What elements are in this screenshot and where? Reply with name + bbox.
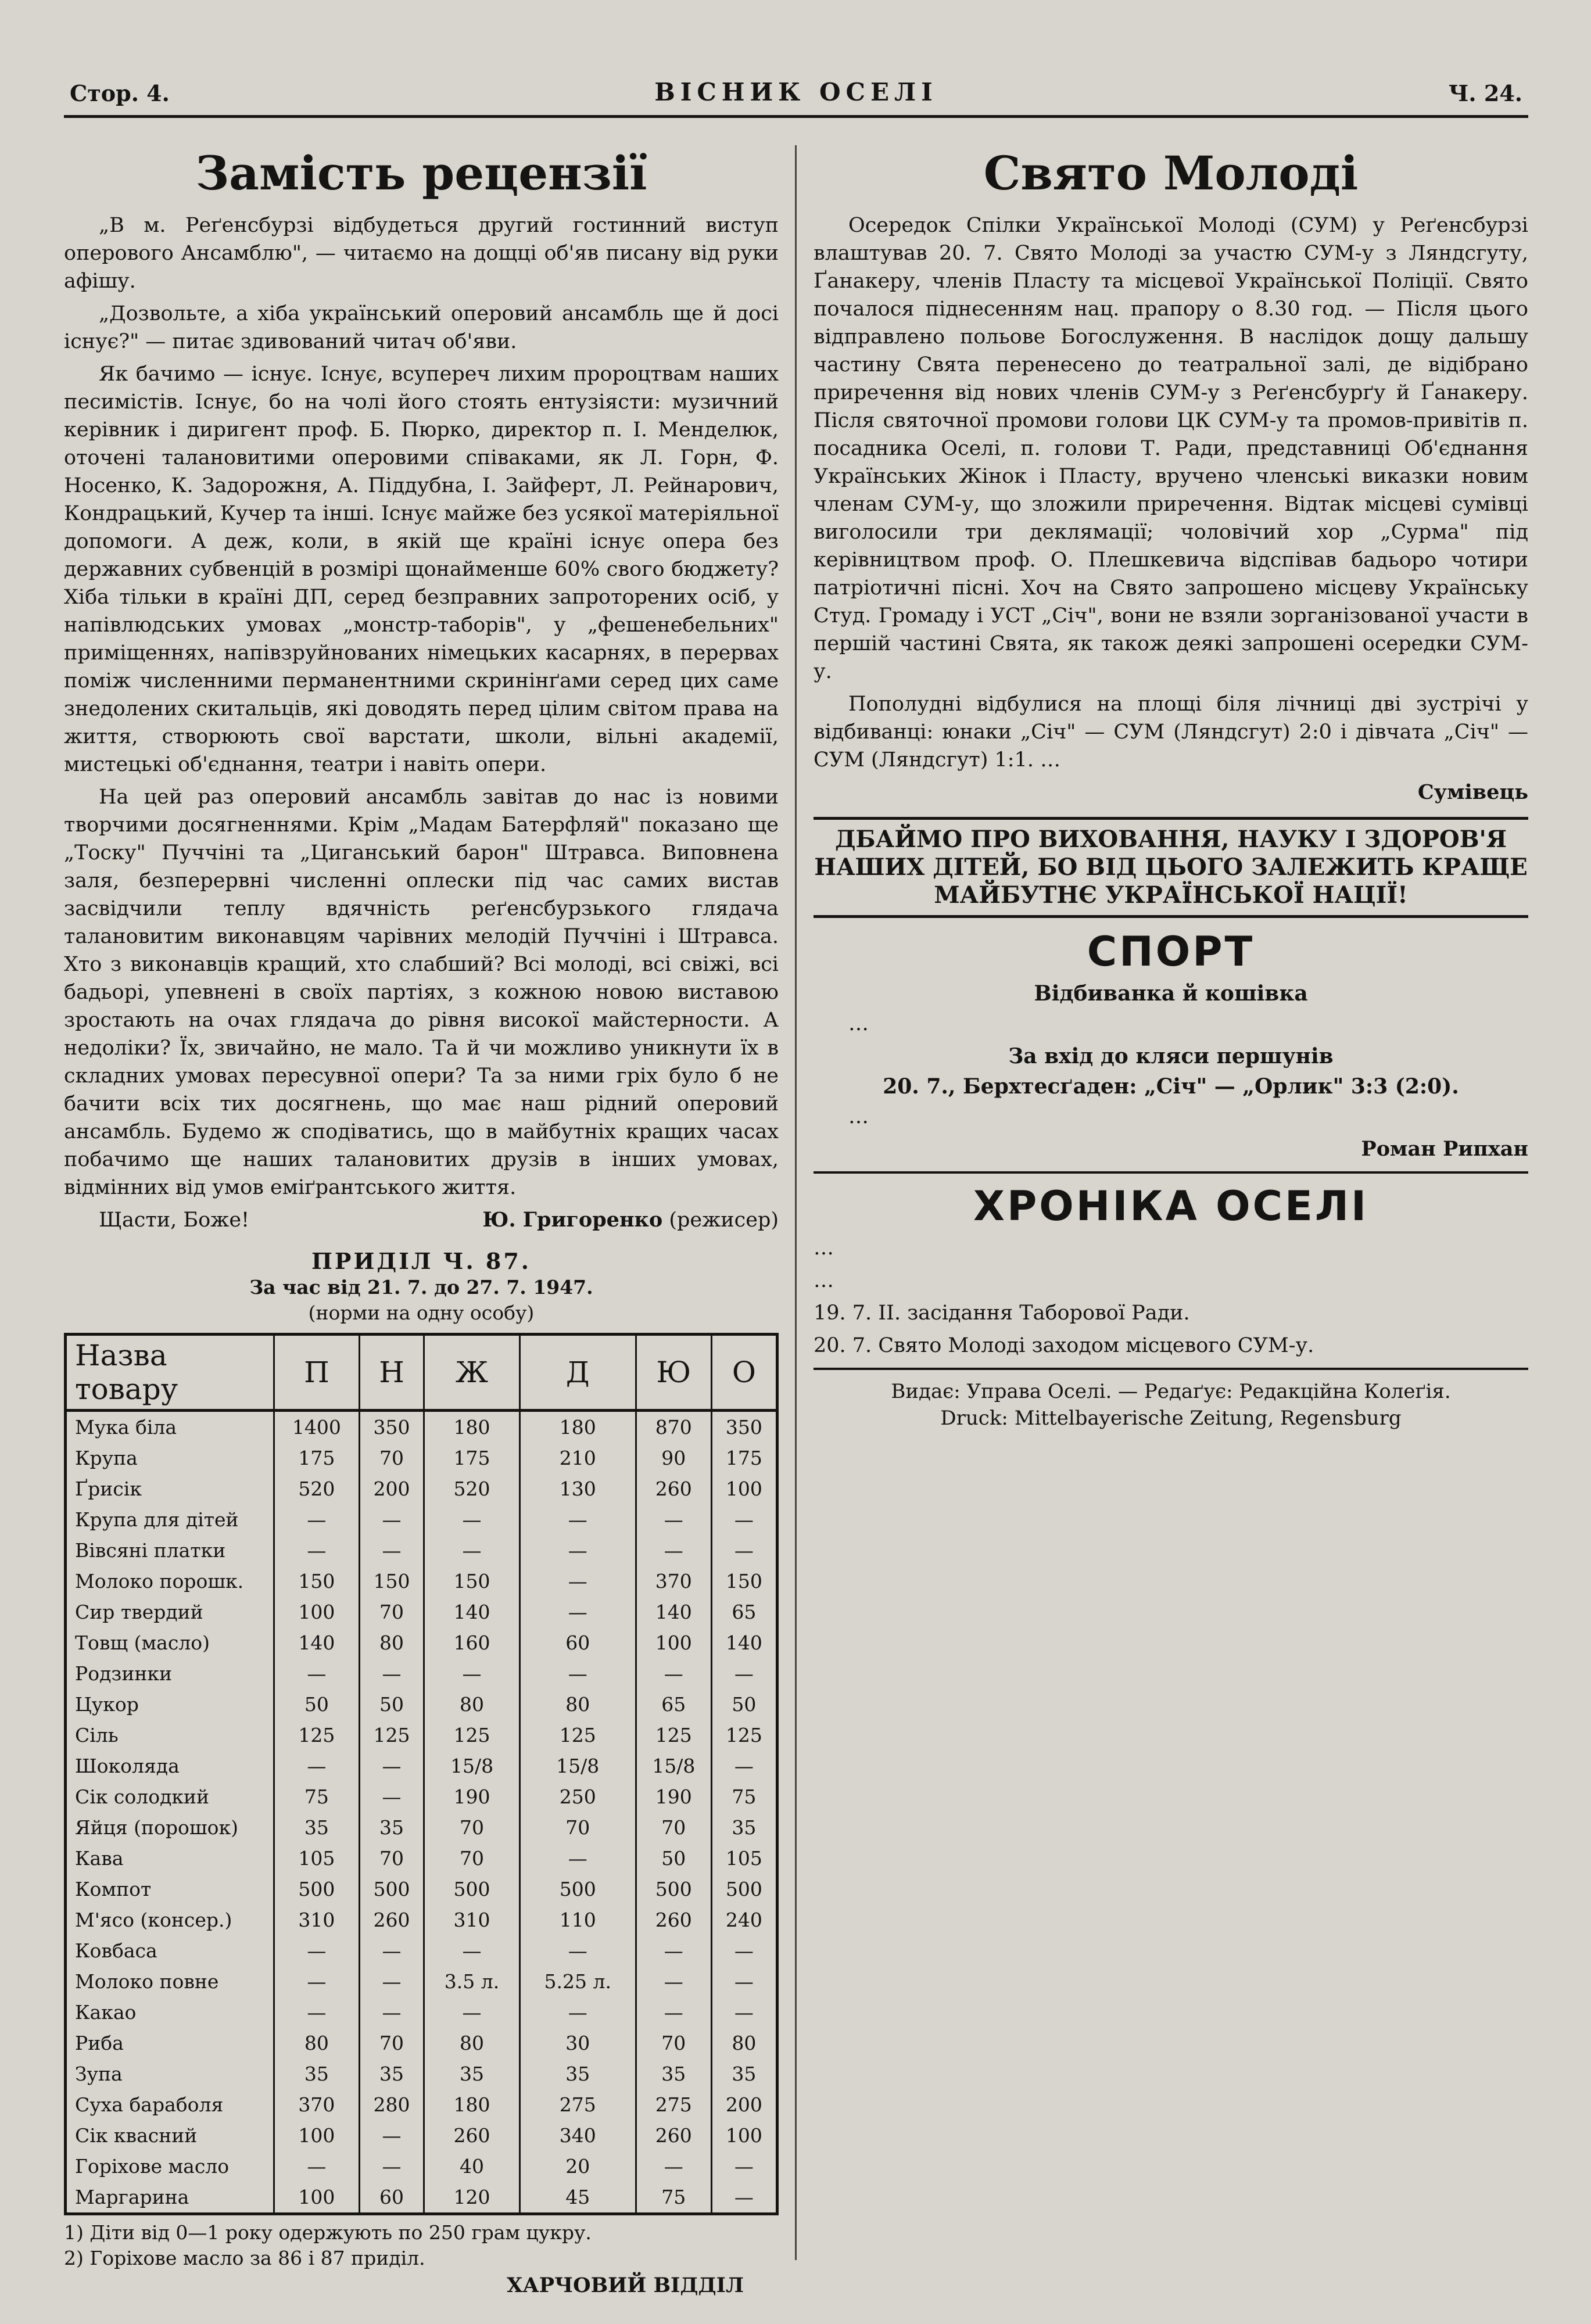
product-name: Горіхове масло <box>75 2155 230 2178</box>
ration-value: — <box>359 1504 424 1535</box>
ration-value: 370 <box>636 1566 711 1597</box>
ration-value: 60 <box>359 2182 424 2214</box>
ration-value: 260 <box>424 2120 520 2151</box>
review-closing <box>64 1206 779 1234</box>
review-author: Ю. Григоренко <box>482 1208 663 1232</box>
ration-value: 150 <box>274 1566 360 1597</box>
ration-value: 200 <box>711 2089 777 2120</box>
ration-value: 105 <box>274 1843 360 1874</box>
ration-value: — <box>711 1535 777 1566</box>
ration-value: 100 <box>274 1597 360 1627</box>
product-name: Суха бараболя <box>75 2093 224 2116</box>
product-name: Ковбаса <box>75 1939 157 1962</box>
issue-number: Ч. 24. <box>1448 80 1522 106</box>
ration-value: — <box>711 1658 777 1689</box>
column-header: Ю <box>636 1335 711 1411</box>
ration-value: — <box>274 1658 360 1689</box>
product-name: Сік солодкий <box>75 1785 210 1808</box>
ration-value: — <box>359 1997 424 2028</box>
ration-value: 180 <box>424 1411 520 1443</box>
ration-row <box>66 1751 777 1781</box>
chronicle-list <box>814 1234 1528 1360</box>
ration-value: 150 <box>424 1566 520 1597</box>
festival-paragraph: Пополудні відбулися на площі біля лічниці дві зустрічі у відбиванці: юнаки „Січ" — СУМ (Ляндсгут) 2:0 і дівчата „Січ" — СУМ (Ляндсгут) 1:1. … <box>814 693 1528 772</box>
page-number: Стор. 4. <box>70 80 170 106</box>
ration-value: — <box>519 1935 636 1966</box>
ration-value: 260 <box>636 2120 711 2151</box>
review-paragraph: „В м. Реґенсбурзі відбудеться другий гостинний виступ оперового Ансамблю", — читаємо на дощці об'яв писану від руки афішу. <box>64 214 779 293</box>
ration-row <box>66 2089 777 2120</box>
ration-value: — <box>519 1566 636 1597</box>
sport-paragraph: … <box>848 1105 869 1128</box>
product-name: Сік квасний <box>75 2124 198 2147</box>
ration-value: 125 <box>636 1720 711 1751</box>
footnote: 2) Горіхове масло за 86 і 87 приділ. <box>64 2247 425 2269</box>
ration-value: — <box>424 1935 520 1966</box>
ration-value: — <box>424 1504 520 1535</box>
ration-value: — <box>274 2151 360 2182</box>
ration-row <box>66 2058 777 2089</box>
ration-value: 65 <box>711 1597 777 1627</box>
ration-value: — <box>274 1935 360 1966</box>
ration-value: — <box>636 1997 711 2028</box>
ration-row <box>66 2028 777 2058</box>
ration-table <box>64 1333 779 2215</box>
ration-title: ПРИДІЛ Ч. 87. <box>311 1248 532 1274</box>
ration-value: 20 <box>519 2151 636 2182</box>
ration-value: 75 <box>274 1781 360 1812</box>
review-body <box>64 211 779 1202</box>
product-name: Яйця (порошок) <box>75 1816 238 1839</box>
product-name: Сир твердий <box>75 1601 203 1623</box>
review-title: Замість рецензії <box>195 146 647 200</box>
ration-value: 120 <box>424 2182 520 2214</box>
ration-value: 70 <box>424 1812 520 1843</box>
ration-value: — <box>636 2151 711 2182</box>
ration-value: 50 <box>359 1689 424 1720</box>
review-author-role: (режисер) <box>669 1208 779 1232</box>
ration-value: 80 <box>424 2028 520 2058</box>
newspaper-title: ВІСНИК ОСЕЛІ <box>654 78 938 106</box>
ration-value: 50 <box>274 1689 360 1720</box>
ration-value: — <box>711 1966 777 1997</box>
ration-value: 70 <box>424 1843 520 1874</box>
chronicle-item: … <box>814 1236 834 1260</box>
product-name: Сіль <box>75 1724 119 1746</box>
divider <box>814 1171 1528 1174</box>
ration-value: 30 <box>519 2028 636 2058</box>
sport-signature: Роман Рипхан <box>1361 1137 1528 1161</box>
ration-value: 310 <box>424 1905 520 1935</box>
ration-value: 50 <box>711 1689 777 1720</box>
ration-value: 35 <box>274 1812 360 1843</box>
sport-paragraph: … <box>848 1012 869 1035</box>
newspaper-page <box>64 70 1528 2297</box>
ration-value: 1400 <box>274 1411 360 1443</box>
imprint-printer: Druck: Mittelbayerische Zeitung, Regensburg <box>940 1407 1402 1430</box>
product-name: Ґрисік <box>75 1477 142 1500</box>
ration-value: 100 <box>636 1627 711 1658</box>
product-name: Вівсяні платки <box>75 1539 226 1562</box>
column-divider <box>795 145 797 2260</box>
ration-value: 140 <box>424 1597 520 1627</box>
ration-value: 370 <box>274 2089 360 2120</box>
ration-value: 500 <box>424 1874 520 1905</box>
ration-row <box>66 1935 777 1966</box>
sport-subheading: Відбиванка й кошівка <box>1034 981 1308 1006</box>
ration-value: — <box>359 2120 424 2151</box>
festival-title: Свято Молоді <box>983 146 1359 200</box>
ration-value: 70 <box>636 1812 711 1843</box>
ration-value: 275 <box>519 2089 636 2120</box>
ration-row <box>66 1473 777 1504</box>
ration-header-row <box>66 1335 777 1411</box>
festival-signature: Сумівець <box>1417 780 1528 804</box>
ration-value: 125 <box>424 1720 520 1751</box>
ration-row <box>66 1411 777 1443</box>
ration-row <box>66 1627 777 1658</box>
festival-paragraph: Осередок Спілки Української Молоді (СУМ) у Реґенсбурзі влаштував 20. 7. Свято Молоді за участю СУМ-у з Ляндсгуту, Ґанакеру, членів Пласту та місцевої Української Поліції. Свято почалося піднесенням нац. прапору о 8.30 год. — Після цього відправлено польове Богослуження. В наслідок дощу дальшу частину Свята перенесено до театральної залі, де відібрано приречення від нових членів СУМ-у з Реґенсбурґу й Ґанакеру. Після святочної промови голови ЦК СУМ-у та промов-привітів п. посадника Оселі, п. голови Т. Ради, представниці Об'єднання Українських Жінок і Пласту, вручено членські виказки новим членам СУМ-у, що зложили приречення. Відтак місцеві сумівці виголосили три деклямації; чоловічий хор „Сурма" під керівництвом проф. О. Плешкевича відспівав бадьоро чотири патріотичні пісні. Хоч на Свято запрошено місцеву Українську Студ. Громаду і УСТ „Січ", вони не взяли зорганізованої участи в першій частині Свята, як також деякі запрошені осередки СУМ-у. <box>814 214 1528 683</box>
review-farewell: Щасти, Боже! <box>99 1208 250 1232</box>
chronicle-item: 19. 7. II. засідання Таборової Ради. <box>814 1301 1190 1325</box>
column-header: О <box>711 1335 777 1411</box>
divider <box>814 1368 1528 1370</box>
ration-value: — <box>636 1504 711 1535</box>
product-name: Риба <box>75 2032 124 2054</box>
ration-value: 280 <box>359 2089 424 2120</box>
ration-value: 90 <box>636 1443 711 1473</box>
ration-value: 70 <box>359 1597 424 1627</box>
ration-value: 100 <box>274 2120 360 2151</box>
ration-value: — <box>274 1535 360 1566</box>
ration-value: 3.5 л. <box>424 1966 520 1997</box>
ration-value: 180 <box>424 2089 520 2120</box>
chronicle-item: … <box>814 1269 834 1292</box>
product-name: Шоколяда <box>75 1755 180 1777</box>
ration-value: 175 <box>711 1443 777 1473</box>
chronicle-item: 20. 7. Свято Молоді заходом місцевого СУМ-у. <box>814 1334 1314 1357</box>
ration-value: — <box>519 1597 636 1627</box>
ration-value: 80 <box>711 2028 777 2058</box>
ration-value: 35 <box>274 2058 360 2089</box>
ration-value: 200 <box>359 1473 424 1504</box>
ration-value: — <box>359 1535 424 1566</box>
product-name: Товщ (масло) <box>75 1631 210 1654</box>
ration-value: 15/8 <box>519 1751 636 1781</box>
ration-period: За час від 21. 7. до 27. 7. 1947. <box>249 1276 593 1299</box>
ration-value: 190 <box>636 1781 711 1812</box>
review-paragraph: На цей раз оперовий ансамбль завітав до нас із новими творчими досягненнями. Крім „Мадам Батерфляй" показано ще „Тоску" Пуччіні та „Циганський барон" Штравса. Виповнена заля, безперервні численні оплески під час самих вистав засвідчили теплу вдячність реґенсбурзького глядача талановитим виконавцям чарівних мелодій Пуччіні і Штравса. Хто з виконавців кращий, хто слабший? Всі молоді, всі свіжі, всі бадьорі, упевнені в своїх партіях, з кожною новою виставою зростають на очах глядача до рівня високої майстерности. А недоліки? Їх, звичайно, не мало. Та й чи можливо уникнути їх в складних умовах пересувної опери? Та за ними гріх було б не бачити всіх тих досягнень, що має наш рідний оперовий ансамбль. Будемо ж сподіватись, що в майбутніх кращих часах побачимо ще наших талановитих друзів в інших умовах, відмінних від умов еміґрантського життя. <box>64 786 779 1199</box>
ration-value: 5.25 л. <box>519 1966 636 1997</box>
column-header: Назва товару <box>66 1335 274 1411</box>
ration-value: — <box>424 1535 520 1566</box>
ration-value: — <box>711 1935 777 1966</box>
ration-value: 35 <box>711 1812 777 1843</box>
ration-value: 125 <box>359 1720 424 1751</box>
ration-value: — <box>519 1535 636 1566</box>
ration-value: 75 <box>711 1781 777 1812</box>
product-name: Родзинки <box>75 1662 172 1685</box>
ration-body <box>66 1411 777 2214</box>
ration-value: 150 <box>359 1566 424 1597</box>
left-column <box>64 145 779 2297</box>
ration-row <box>66 2120 777 2151</box>
review-signature-block <box>482 1206 779 1234</box>
ration-value: 500 <box>519 1874 636 1905</box>
ration-value: 110 <box>519 1905 636 1935</box>
ration-value: 500 <box>711 1874 777 1905</box>
ration-value: 125 <box>519 1720 636 1751</box>
ration-value: 65 <box>636 1689 711 1720</box>
ration-value: 130 <box>519 1473 636 1504</box>
match-result: 20. 7., Берхтесґаден: „Січ" — „Орлик" 3:3 (2:0). <box>883 1074 1459 1099</box>
ration-value: 35 <box>359 2058 424 2089</box>
ration-value: 140 <box>274 1627 360 1658</box>
ration-value: 180 <box>519 1411 636 1443</box>
ration-value: — <box>424 1658 520 1689</box>
column-header: Н <box>359 1335 424 1411</box>
ration-value: — <box>519 1658 636 1689</box>
ration-row <box>66 1597 777 1627</box>
ration-value: — <box>636 1658 711 1689</box>
ration-value: 240 <box>711 1905 777 1935</box>
food-department-signature: ХАРЧОВИЙ ВІДДІЛ <box>507 2273 744 2297</box>
ration-value: 60 <box>519 1627 636 1658</box>
ration-value: — <box>636 1535 711 1566</box>
ration-value: — <box>359 1966 424 1997</box>
ration-value: 35 <box>711 2058 777 2089</box>
ration-value: 70 <box>359 1843 424 1874</box>
ration-value: 15/8 <box>636 1751 711 1781</box>
ration-value: 160 <box>424 1627 520 1658</box>
ration-value: — <box>711 1997 777 2028</box>
column-header: Д <box>519 1335 636 1411</box>
ration-value: — <box>274 1504 360 1535</box>
ration-value: 500 <box>636 1874 711 1905</box>
review-paragraph: Як бачимо — існує. Існує, всупереч лихим пророцтвам наших песимістів. Існує, бо на чолі його стоять ентузіясти: музичний керівник і диригент проф. Б. Пюрко, директор п. І. Менделюк, оточені талановитими оперовими співаками, як Л. Горн, Ф. Носенко, К. Задорожня, А. Піддубна, І. Зайферт, Л. Рейнарович, Кондрацький, Кучер та інші. Існує майже без усякої матеріяльної допомоги. А деж, коли, в якій ще країні існує опера без державних субвенцій в розмірі щонайменше 60% свого бюджету? Хіба тільки в країні ДП, серед безправних запроторених осіб, у напівлюдських умовах „монстр-таборів", у „фешенебельних" приміщеннях, напівзруйнованих німецьких касарнях, в перервах поміж численними перманентними скринінґами серед цих саме знедолених скитальців, які доводять перед цілим світом права на життя, створюють свої варстати, школи, вільні академії, мистецькі об'єднання, театри і навіть опери. <box>64 363 779 776</box>
ration-row <box>66 2151 777 2182</box>
product-name: Компот <box>75 1878 152 1900</box>
ration-value: — <box>274 1966 360 1997</box>
ration-note: (норми на одну особу) <box>308 1301 535 1324</box>
ration-row <box>66 1843 777 1874</box>
column-header: Ж <box>424 1335 520 1411</box>
ration-value: 15/8 <box>424 1751 520 1781</box>
ration-row <box>66 1566 777 1597</box>
ration-value: 35 <box>636 2058 711 2089</box>
ration-value: 175 <box>424 1443 520 1473</box>
ration-value: 70 <box>359 2028 424 2058</box>
ration-value: 35 <box>359 1812 424 1843</box>
ration-value: — <box>711 2151 777 2182</box>
ration-value: 35 <box>519 2058 636 2089</box>
ration-value: — <box>519 1997 636 2028</box>
ration-value: 340 <box>519 2120 636 2151</box>
product-name: Кава <box>75 1847 124 1870</box>
ration-value: 70 <box>519 1812 636 1843</box>
ration-row <box>66 1535 777 1566</box>
product-name: Цукор <box>75 1693 139 1716</box>
ration-value: 260 <box>636 1473 711 1504</box>
ration-value: — <box>274 1751 360 1781</box>
product-name: М'ясо (консер.) <box>75 1909 232 1931</box>
ration-value: 150 <box>711 1566 777 1597</box>
ration-value: 70 <box>636 2028 711 2058</box>
ration-value: 75 <box>636 2182 711 2214</box>
ration-row <box>66 1689 777 1720</box>
ration-value: 310 <box>274 1905 360 1935</box>
ration-row <box>66 2182 777 2214</box>
footnote: 1) Діти від 0—1 року одержують по 250 грам цукру. <box>64 2221 592 2244</box>
ration-value: 80 <box>359 1627 424 1658</box>
chronicle-banner: ХРОНІКА ОСЕЛІ <box>973 1182 1369 1230</box>
ration-value: 520 <box>424 1473 520 1504</box>
ration-value: — <box>636 1966 711 1997</box>
ration-value: 350 <box>711 1411 777 1443</box>
ration-row <box>66 1812 777 1843</box>
ration-value: 80 <box>424 1689 520 1720</box>
ration-value: — <box>359 2151 424 2182</box>
ration-value: 210 <box>519 1443 636 1473</box>
ration-value: 40 <box>424 2151 520 2182</box>
ration-value: 140 <box>711 1627 777 1658</box>
ration-footnotes <box>64 2220 779 2271</box>
ration-value: — <box>711 1751 777 1781</box>
ration-value: 100 <box>274 2182 360 2214</box>
ration-row <box>66 1720 777 1751</box>
ration-row <box>66 1658 777 1689</box>
ration-row <box>66 1997 777 2028</box>
ration-value: 190 <box>424 1781 520 1812</box>
product-name: Маргарина <box>75 2186 189 2208</box>
ration-value: — <box>274 1997 360 2028</box>
ration-value: — <box>359 1751 424 1781</box>
product-name: Молоко порошк. <box>75 1570 244 1593</box>
product-name: Крупа для дітей <box>75 1508 239 1531</box>
ration-value: — <box>711 1504 777 1535</box>
ration-value: 50 <box>636 1843 711 1874</box>
ration-value: — <box>359 1658 424 1689</box>
ration-row <box>66 1966 777 1997</box>
ration-value: 520 <box>274 1473 360 1504</box>
page-header <box>64 70 1528 116</box>
ration-value: 140 <box>636 1597 711 1627</box>
ration-value: 125 <box>711 1720 777 1751</box>
imprint-publisher: Видає: Управа Оселі. — Редаґує: Редакційна Колеґія. <box>891 1380 1451 1403</box>
header-rule <box>64 115 1528 118</box>
product-name: Зупа <box>75 2063 123 2085</box>
product-name: Молоко повне <box>75 1970 219 1993</box>
ration-value: — <box>636 1935 711 1966</box>
ration-value: — <box>424 1997 520 2028</box>
ration-value: — <box>519 1843 636 1874</box>
ration-value: 175 <box>274 1443 360 1473</box>
ration-value: 80 <box>519 1689 636 1720</box>
sport-subheading: За вхід до кляси першунів <box>1008 1044 1334 1068</box>
ration-value: 500 <box>274 1874 360 1905</box>
ration-value: — <box>359 1781 424 1812</box>
product-name: Мука біла <box>75 1416 177 1439</box>
column-header: П <box>274 1335 360 1411</box>
ration-value: 105 <box>711 1843 777 1874</box>
ration-value: 275 <box>636 2089 711 2120</box>
ration-row <box>66 1905 777 1935</box>
ration-value: 45 <box>519 2182 636 2214</box>
slogan-box: ДБАЙМО ПРО ВИХОВАННЯ, НАУКУ І ЗДОРОВ'Я НАШИХ ДІТЕЙ, БО ВІД ЦЬОГО ЗАЛЕЖИТЬ КРАЩЕ МАЙБУТНЄ УКРАЇНСЬКОЇ НАЦІЇ! <box>814 817 1528 918</box>
ration-value: 35 <box>424 2058 520 2089</box>
ration-value: — <box>519 1504 636 1535</box>
ration-value: 500 <box>359 1874 424 1905</box>
ration-value: — <box>711 2182 777 2214</box>
ration-value: 125 <box>274 1720 360 1751</box>
product-name: Крупа <box>75 1447 138 1469</box>
product-name: Какао <box>75 2001 137 2024</box>
ration-value: 350 <box>359 1411 424 1443</box>
ration-row <box>66 1874 777 1905</box>
ration-value: 100 <box>711 1473 777 1504</box>
ration-row <box>66 1504 777 1535</box>
sport-banner: СПОРТ <box>1087 928 1255 975</box>
ration-value: 100 <box>711 2120 777 2151</box>
ration-value: 80 <box>274 2028 360 2058</box>
ration-value: 260 <box>636 1905 711 1935</box>
ration-value: 70 <box>359 1443 424 1473</box>
right-column <box>814 145 1528 1432</box>
ration-value: 250 <box>519 1781 636 1812</box>
ration-value: 260 <box>359 1905 424 1935</box>
ration-row <box>66 1781 777 1812</box>
ration-value: 870 <box>636 1411 711 1443</box>
ration-row <box>66 1443 777 1473</box>
ration-value: — <box>359 1935 424 1966</box>
review-paragraph: „Дозвольте, а хіба український оперовий ансамбль ще й досі існує?" — питає здивований читач об'яви. <box>64 302 779 353</box>
